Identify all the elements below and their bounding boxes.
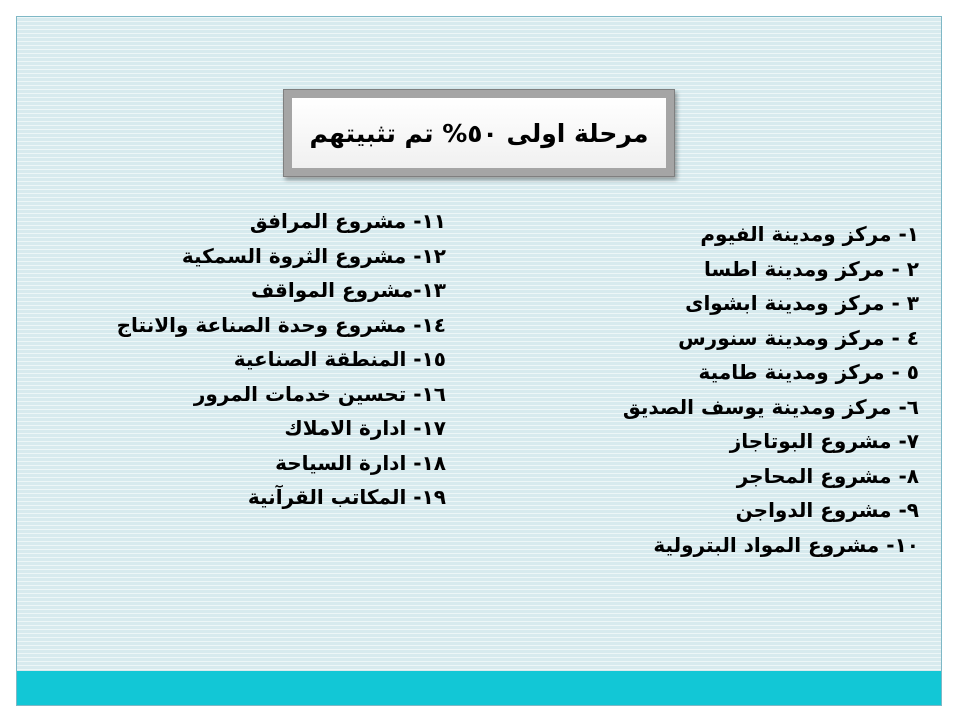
list-item: ٥ - مركز ومدينة طامية [698,360,919,384]
list-item: ٩- مشروع الدواجن [735,498,919,522]
list-item: ١١- مشروع المرافق [249,209,446,233]
list-item: ١٠- مشروع المواد البترولية [653,532,919,557]
title-box [283,89,675,177]
title-inner [292,98,666,168]
list-item: ١٧- ادارة الاملاك [284,416,446,440]
bottom-accent-bar [17,671,941,705]
list-item: ٦- مركز ومدينة يوسف الصديق [622,394,919,419]
list-item: ٧- مشروع البوتاجاز [729,429,919,453]
list-item: ١- مركز ومدينة الفيوم [700,222,919,246]
right-list [623,217,919,562]
list-item: ١٤- مشروع وحدة الصناعة والانتاج [116,312,446,337]
list-item: ٤ - مركز ومدينة سنورس [678,325,919,350]
list-item: ٢ - مركز ومدينة اطسا [704,256,919,281]
slide-title: مرحلة اولى ٥٠% تم تثبيتهم [309,118,649,148]
list-item: ٨- مشروع المحاجر [736,463,919,488]
left-list [117,204,446,515]
list-item: ١٢- مشروع الثروة السمكية [181,243,446,268]
list-item: ١٦- تحسين خدمات المرور [193,381,446,406]
list-item: ١٣-مشروع المواقف [250,278,446,302]
list-item: ٣ - مركز ومدينة ابشواى [685,291,919,315]
list-item: ١٨- ادارة السياحة [275,450,446,475]
list-item: ١٥- المنطقة الصناعية [233,347,446,371]
list-item: ١٩- المكاتب القرآنية [247,485,446,509]
